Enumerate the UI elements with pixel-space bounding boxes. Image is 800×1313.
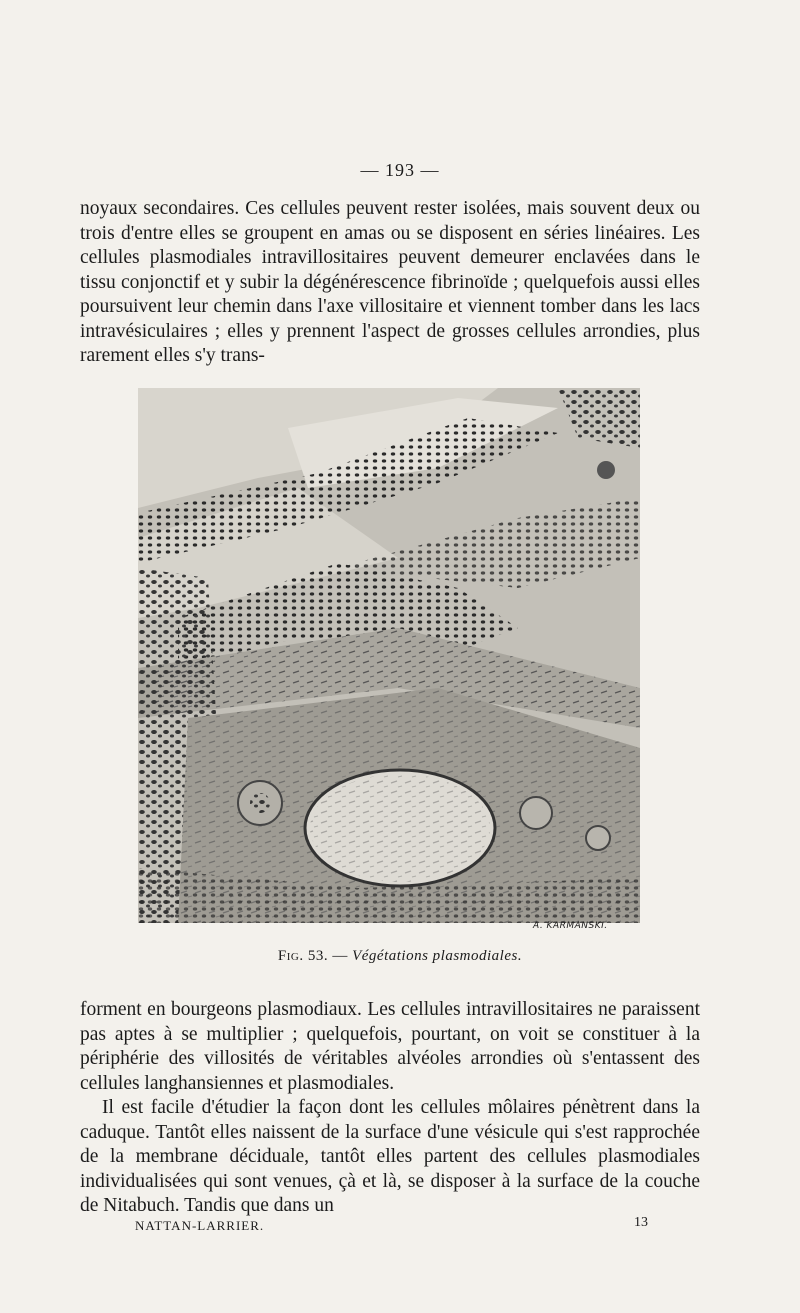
illustrator-signature: A. KARMANSKI. [533,921,608,931]
paragraph: forment en bourgeons plasmodiaux. Les cellules intravillositaires ne paraissent pas aptes à se multiplier ; quelquefois, pourtant, on voit se constituer à la périphérie des villosités de véritables alvéoles arrondies où s'entassent des cellules langhansiennes et plasmodiales. [80,999,700,1094]
figure-title: Végétations plasmodiales. [352,948,523,964]
footer-author: NATTAN-LARRIER. [135,1218,265,1233]
histology-figure [138,388,640,923]
paragraph: Il est facile d'étudier la façon dont les cellules môlaires pénètrent dans la caduque. Tantôt elles naissent de la surface d'une vésicule qui s'est rapprochée de la membrane déciduale, tantôt elles partent des cellules plasmodiales individualisées qui sont venues, çà et là, se disposer à la surface de la couche de Nitabuch. Tandis que dans un [80,1097,700,1216]
footer-signature-number: 13 [634,1215,648,1230]
figure-label: Fig. 53. — [277,948,348,964]
paragraph: noyaux secondaires. Ces cellules peuvent rester isolées, mais souvent deux ou trois d'entre elles se groupent en amas ou se disposent en séries linéaires. Les cellules plasmodiales intravillositaires peuvent demeurer enclavées dans le tissu conjonctif et y subir la dégénérescence fibrinoïde ; quelquefois aussi elles poursuivent leur chemin dans l'axe villositaire et viennent tomber dans les lacs intravésiculaires ; elles y prennent l'aspect de grosses cellules arrondies, plus rarement elles s'y trans- [80,198,700,366]
bottom-text-block [80,998,700,1219]
figure-caption [0,948,800,965]
histology-illustration [138,388,640,923]
top-text-block [80,197,700,369]
page-number: — 193 — [360,160,440,180]
